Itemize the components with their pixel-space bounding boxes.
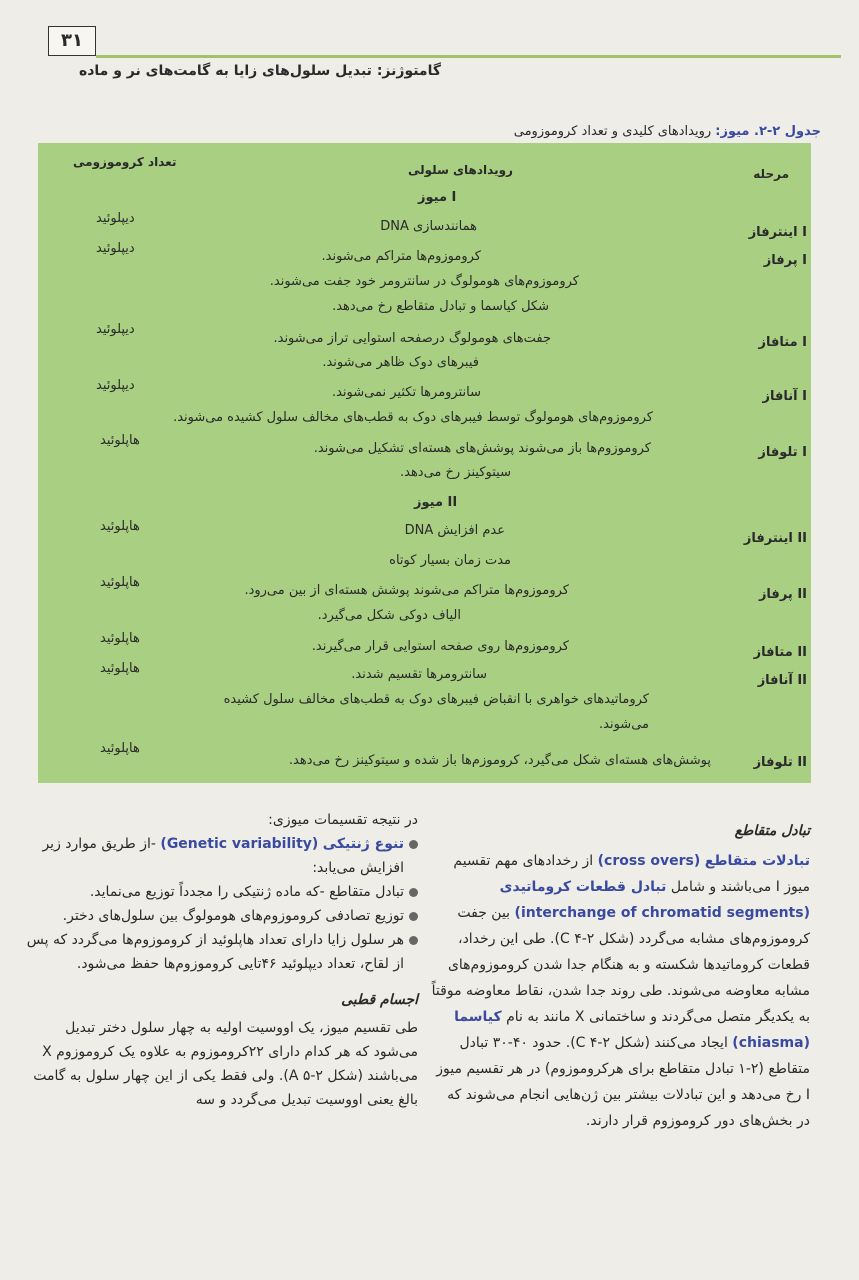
event-line: مدت زمان بسیار کوتاه bbox=[389, 553, 511, 568]
genetic-variability-text: -از طریق موارد زیر افزایش می‌یابد: bbox=[42, 836, 404, 876]
event-line: فیبرهای دوک ظاهر می‌شوند. bbox=[322, 355, 479, 370]
event-line: سانترومرها تکثیر نمی‌شوند. bbox=[331, 385, 481, 400]
bullet-crossover: تبادل متقاطع -که ماده ژنتیکی را مجدداً توزیع می‌نماید. bbox=[18, 880, 418, 904]
chrom-count: هاپلوئید bbox=[100, 575, 140, 590]
table-caption-number: جدول ۲-۲. میوز: bbox=[715, 124, 821, 139]
chrom-count: هاپلوئید bbox=[100, 433, 140, 448]
chrom-count: هاپلوئید bbox=[100, 741, 140, 756]
chrom-count: هاپلوئید bbox=[100, 631, 140, 646]
event-line: سانترومرها تقسیم شدند. bbox=[351, 667, 487, 682]
chrom-count: دیپلوئید bbox=[96, 378, 135, 393]
event-line: الیاف دوکی شکل می‌گیرد. bbox=[317, 608, 461, 623]
stage-label: آنافاز I bbox=[762, 389, 807, 404]
event-line: کروموزوم‌های هومولوگ توسط فیبرهای دوک به قطب‌های مخالف سلول کشیده می‌شوند. bbox=[173, 410, 653, 425]
stage-label: اینترفاز I bbox=[748, 225, 807, 240]
right-text-column bbox=[430, 818, 810, 1134]
chrom-count: هاپلوئید bbox=[100, 519, 140, 534]
meiosis-2-heading: میوز II bbox=[414, 495, 458, 510]
col-header-events: رویدادهای سلولی bbox=[408, 163, 513, 177]
genetic-variability-term: تنوع ژنتیکی bbox=[322, 836, 404, 852]
page-number: ۳۱ bbox=[48, 26, 96, 56]
col-header-count: تعداد کروموزومی bbox=[73, 155, 177, 169]
header-rule bbox=[96, 55, 841, 58]
table-caption bbox=[514, 124, 821, 139]
event-line: کروموزوم‌ها متراکم می‌شوند. bbox=[321, 249, 481, 264]
table-caption-text: رویدادهای کلیدی و تعداد کروموزومی bbox=[513, 124, 712, 139]
chiasma-term: کیاسما bbox=[454, 1009, 502, 1025]
bullet-haploid: هر سلول زایا دارای تعداد هاپلوئید از کروموزوم‌ها می‌گردد که پس از لقاح، تعداد دیپلوئید ۴۶تایی کروموزوم‌ها حفظ می‌شود. bbox=[18, 928, 418, 976]
event-line: شکل کیاسما و تبادل متقاطع رخ می‌دهد. bbox=[332, 299, 549, 314]
event-line: کروموزوم‌ها باز می‌شوند پوشش‌های هسته‌ای تشکیل می‌شوند. bbox=[313, 441, 651, 456]
chrom-count: دیپلوئید bbox=[96, 322, 135, 337]
col-header-stage: مرحله bbox=[753, 167, 789, 181]
chrom-count: دیپلوئید bbox=[96, 241, 135, 256]
stage-label: تلوفاز I bbox=[758, 445, 807, 460]
event-line: کروموزوم‌های هومولوگ در سانترومر خود جفت می‌شوند. bbox=[269, 274, 579, 289]
chromatid-term: تبادل قطعات کروماتیدی bbox=[499, 879, 667, 895]
stage-label: پرفاز I bbox=[763, 253, 807, 268]
crossover-text-1: از رخدادهای مهم تقسیم میوز I می‌باشند و شامل bbox=[453, 853, 810, 895]
chiasma-term-en: (chiasma) bbox=[732, 1035, 810, 1051]
event-line: پوشش‌های هسته‌ای شکل می‌گیرد، کروموزم‌ها باز شده و سیتوکینز رخ می‌دهد. bbox=[288, 753, 711, 768]
chrom-count: هاپلوئید bbox=[100, 661, 140, 676]
crossover-heading: تبادل متقاطع bbox=[734, 823, 810, 839]
meiosis-table bbox=[38, 143, 811, 783]
stage-label: اینترفاز II bbox=[743, 531, 807, 546]
event-line: کروماتیدهای خواهری با انقباض فیبرهای دوک به قطب‌های مخالف سلول کشیده bbox=[223, 692, 649, 707]
crossover-term-en: (cross overs) bbox=[597, 853, 701, 869]
stage-label: تلوفاز II bbox=[753, 755, 807, 770]
meiosis-result-intro: در نتیجه تقسیمات میوزی: bbox=[268, 812, 418, 828]
bullet-genetic-variability bbox=[18, 832, 418, 880]
meiosis-1-heading: میوز I bbox=[418, 190, 457, 205]
event-line: می‌شوند. bbox=[599, 717, 649, 732]
event-line: کروموزوم‌ها متراکم می‌شوند پوشش هسته‌ای از بین می‌رود. bbox=[244, 583, 569, 598]
event-line: جفت‌های هومولوگ درصفحه استوایی تراز می‌شوند. bbox=[273, 331, 551, 346]
genetic-variability-term-en: (Genetic variability) bbox=[160, 836, 319, 852]
chromatid-term-en: (interchange of chromatid segments) bbox=[514, 905, 810, 921]
crossover-text-2: بین جفت کروموزوم‌های مشابه می‌گردد (شکل C ۴-۲). طی این رخداد، قطعات کروماتیدها شکسته و به هنگام جدا شدن کروموزوم‌های مشابه معاوضه می‌شوند. طی روند جدا شدن، نقاط معاوضه موقتاً به یکدیگر متصل می‌گردند و ساختمانی X مانند به نام bbox=[431, 905, 810, 1025]
event-line: کروموزوم‌ها روی صفحه استوایی قرار می‌گیرند. bbox=[311, 639, 569, 654]
stage-label: متافاز I bbox=[758, 335, 807, 350]
event-line: همانندسازی DNA bbox=[380, 219, 477, 234]
polar-bodies-heading: اجسام قطبی bbox=[341, 992, 418, 1008]
event-line: عدم افزایش DNA bbox=[404, 523, 505, 538]
bullet-random-distribution: توزیع تصادفی کروموزوم‌های هومولوگ بین سلول‌های دختر. bbox=[18, 904, 418, 928]
stage-label: پرفاز II bbox=[758, 587, 807, 602]
stage-label: متافاز II bbox=[753, 645, 807, 660]
crossover-paragraph bbox=[430, 848, 810, 1134]
left-text-column bbox=[18, 808, 418, 1112]
polar-bodies-paragraph: طی تقسیم میوز، یک اووسیت اولیه به چهار سلول دختر تبدیل می‌شود که هر کدام دارای ۲۲کروموزوم به علاوه یک کروموزوم X می‌باشند (شکل A ۵-۲). ولی فقط یکی از این چهار سلول به گامت بالغ یعنی اووسیت تبدیل می‌گردد و سه bbox=[33, 1020, 418, 1108]
chrom-count: دیپلوئید bbox=[96, 211, 135, 226]
event-line: سیتوکینز رخ می‌دهد. bbox=[400, 465, 511, 480]
running-title: گامتوژنز: تبدیل سلول‌های زایا به گامت‌های نر و ماده bbox=[78, 63, 441, 79]
crossover-text-3: ایجاد می‌کنند (شکل C ۴-۲). حدود ۴۰-۳۰ تبادل متقاطع (۲-۱ تبادل متقاطع برای هرکروموزوم) در هر تقسیم میوز I رخ می‌دهد و این تبادلات بیشتر بین ژن‌هایی انجام می‌شوند که در بخش‌های دور کروموزوم قرار دارند. bbox=[436, 1035, 810, 1129]
stage-label: آنافاز II bbox=[757, 673, 807, 688]
crossover-term: تبادلات متقاطع bbox=[704, 853, 810, 869]
